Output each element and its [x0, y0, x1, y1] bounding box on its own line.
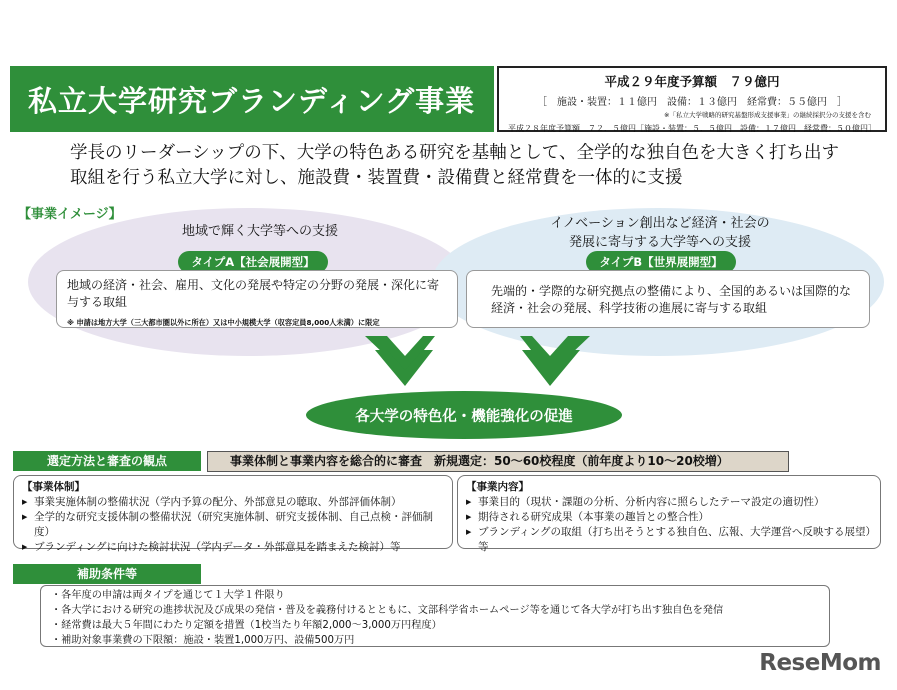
type-a-description: 地域の経済・社会、雇用、文化の発展や特定の分野の発展・深化に寄与する取組 — [67, 278, 440, 309]
page-title: 私立大学研究ブランディング事業 — [10, 66, 494, 132]
type-a-description-box — [56, 270, 458, 328]
budget-breakdown: ［ 施設・装置：１１億円 設備：１３億円 経常費：５５億円 ］ — [537, 97, 847, 108]
list-item: ▶ 期待される研究成果（本事業の趣旨との整合性） — [466, 510, 872, 525]
chevron-down-right-icon — [520, 336, 590, 388]
system-criteria-box — [13, 475, 453, 553]
list-item: ▶ 事業実施体制の整備状況（学内予算の配分、外部意見の聴取、外部評価体制） — [22, 495, 444, 510]
conditions-tab: 補助条件等 — [13, 564, 201, 584]
list-item: ▶ ブランディングの取組（打ち出そうとする独自色、広報、大学運営へ反映する展望） 等 — [466, 525, 872, 555]
content-criteria-box — [457, 475, 882, 553]
type-a-pill: タイプA【社会展開型】 — [178, 251, 328, 273]
resemom-logo: ReseMom — [759, 650, 881, 676]
lead-line-2: 取組を行う私立大学に対し、施設費・装置費・設備費と経常費を一体的に支援 — [70, 168, 683, 188]
budget-previous-year: 平成２８年度予算額 ７２．５億円［施設・装置：５．５億円 設備：１７億円 経常費：５０億円］ — [508, 124, 876, 133]
content-criteria-heading: 【事業内容】 — [466, 481, 529, 493]
lead-line-1: 学長のリーダーシップの下、大学の特色ある研究を基軸として、全学的な独自色を大きく打ち出す — [70, 143, 839, 163]
list-item: ▶ 事業目的（現状・課題の分析、分析内容に照らしたテーマ設定の適切性） — [466, 495, 872, 510]
selection-method-tab: 選定方法と審査の観点 — [13, 451, 201, 471]
list-item: ・各年度の申請は両タイプを通じて１大学１件限り — [51, 590, 285, 601]
chevron-down-left-icon — [365, 336, 435, 388]
type-b-description-box — [466, 270, 870, 328]
list-item: ・経常費は最大５年間にわたり定額を措置（1校当たり年額2,000～3,000万円程度） — [51, 620, 442, 631]
type-b-pill: タイプB【世界展開型】 — [586, 251, 736, 273]
type-a-heading: 地域で輝く大学等への支援 — [181, 224, 338, 239]
budget-box — [497, 66, 887, 132]
type-a-note: ※ 申請は地方大学（三大都市圏以外に所在）又は中小規模大学（収容定員8,000人未満）に限定 — [67, 318, 380, 327]
review-summary-bar: 事業体制と事業内容を総合的に審査 新規選定：50～60校程度（前年度より10～20校増） — [207, 451, 789, 472]
promotion-oval: 各大学の特色化・機能強化の促進 — [306, 391, 622, 439]
system-criteria-heading: 【事業体制】 — [22, 481, 85, 493]
business-image-label: 【事業イメージ】 — [18, 207, 122, 222]
type-b-heading-line-2: 発展に寄与する大学等への支援 — [568, 235, 751, 250]
budget-note: ※「私立大学戦略的研究基盤形成支援事業」の継続採択分の支援を含む — [664, 111, 871, 119]
budget-main: 平成２９年度予算額 ７９億円 — [604, 74, 780, 89]
list-item: ・各大学における研究の進捗状況及び成果の発信・普及を義務付けるとともに、文部科学省ホームページ等を通じて各大学が打ち出す独自色を発信 — [51, 605, 724, 616]
type-b-heading — [520, 212, 800, 250]
lead-text — [70, 141, 890, 191]
type-b-heading-line-1: イノベーション創出など経済・社会の — [550, 216, 770, 231]
list-item: ▶ 全学的な研究支援体制の整備状況（研究実施体制、研究支援体制、自己点検・評価制度） — [22, 510, 444, 540]
list-item: ・補助対象事業費の下限額：施設・装置1,000万円、設備500万円 — [51, 635, 355, 646]
list-item: ▶ ブランディングに向けた検討状況（学内データ・外部意見を踏まえた検討）等 — [22, 540, 444, 555]
conditions-box — [40, 585, 830, 647]
type-b-description: 先端的・学際的な研究拠点の整備により、全国的あるいは国際的な経済・社会の発展、科学技術の進展に寄与する取組 — [491, 284, 852, 315]
